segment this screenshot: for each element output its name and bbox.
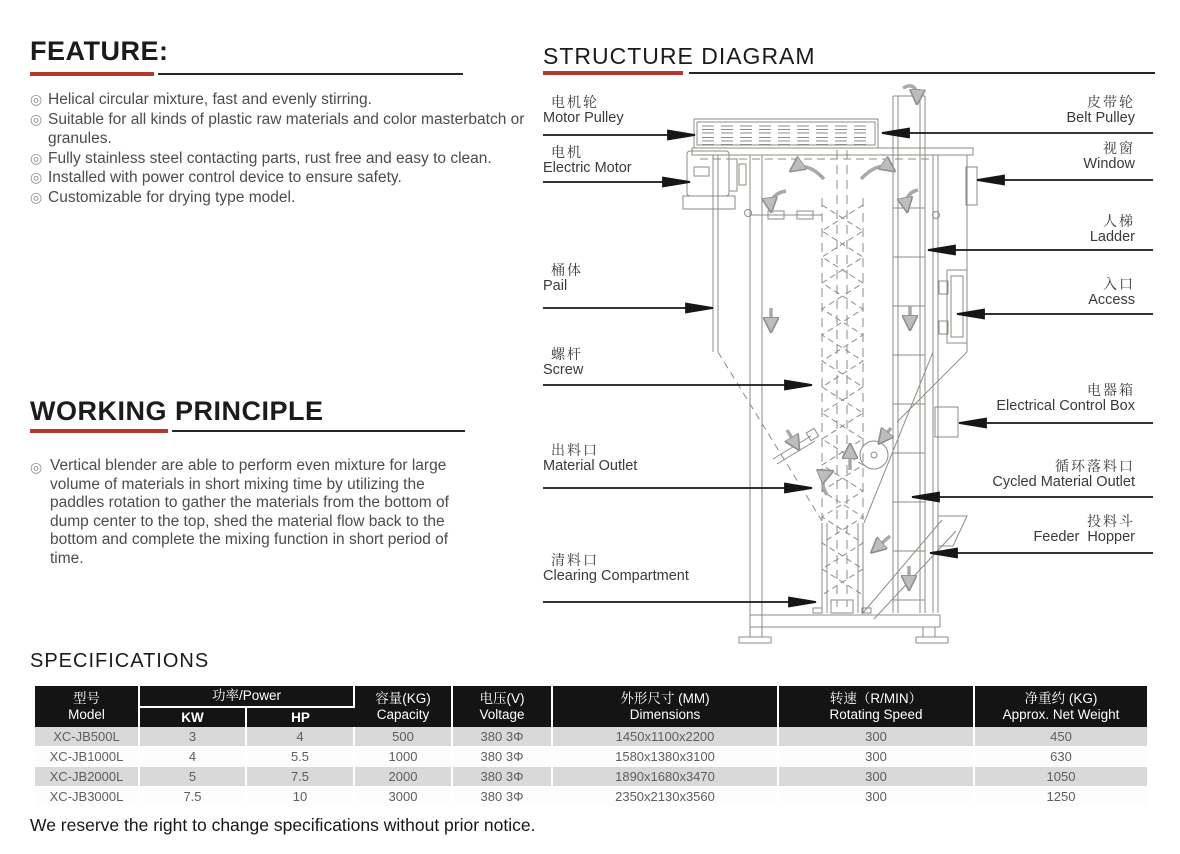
specifications-title: SPECIFICATIONS: [30, 650, 210, 672]
cone-left: [718, 352, 822, 521]
label-electrical-control-box: 电器箱 Electrical Control Box: [996, 382, 1135, 414]
col-header-capacity: 容量(KG) Capacity: [354, 686, 452, 727]
label-material-outlet: 出料口 Material Outlet: [543, 442, 638, 474]
ring-bullet-icon: ◎: [30, 459, 43, 475]
label-screw: 螺杆 Screw: [543, 346, 584, 378]
label-ladder: 人梯 Ladder: [1089, 213, 1135, 245]
ring-bullet-icon: ◎: [30, 188, 43, 205]
ring-bullet-icon: ◎: [30, 110, 43, 127]
electric-motor-shape: [683, 151, 746, 209]
feeder-hopper-shape: [862, 516, 967, 619]
feature-item: ◎ Fully stainless steel contacting parts, rust free and easy to clean.: [30, 149, 492, 167]
table-row: XC-JB2000L 5 7.5 2000 380 3Φ 1890x1680x3470 300 1050: [35, 767, 1147, 787]
ladder-shape: [893, 96, 925, 613]
access-door-shape: [939, 270, 967, 343]
table-row: XC-JB500L 3 4 500 380 3Φ 1450x1100x2200 300 450: [35, 727, 1147, 747]
arrow-clearing-compartment: [543, 598, 816, 607]
feature-title: FEATURE:: [30, 36, 169, 66]
ring-bullet-icon: ◎: [30, 169, 43, 185]
flow-arrow-into-wheel: [880, 428, 891, 442]
col-header-speed: 转速（R/MIN） Rotating Speed: [778, 686, 974, 727]
flow-arrow-throw-right: [861, 167, 893, 179]
ring-bullet-icon: ◎: [30, 149, 43, 166]
col-header-weight: 净重约 (KG) Approx. Net Weight: [974, 686, 1147, 727]
feature-item: ◎ Suitable for all kinds of plastic raw materials and color masterbatch or granules.: [30, 110, 525, 147]
feature-list: [30, 90, 535, 207]
col-header-voltage: 电压(V) Voltage: [452, 686, 552, 727]
specifications-table: [35, 686, 1147, 807]
flow-arrow-throw-left: [792, 167, 824, 179]
col-header-kw: KW: [139, 707, 246, 728]
label-electric-motor: 电机 Electric Motor: [543, 144, 632, 176]
material-flow-arrows: [771, 86, 918, 588]
table-row: XC-JB3000L 7.5 10 3000 380 3Φ 2350x2130x3560 300 1250: [35, 787, 1147, 807]
arrow-access: [957, 310, 1153, 319]
blender-machine: [683, 96, 977, 643]
arrow-motor-pulley: [543, 131, 695, 140]
col-header-hp: HP: [246, 707, 354, 728]
label-motor-pulley: 电机轮 Motor Pulley: [543, 94, 624, 126]
ring-bullet-icon: ◎: [30, 91, 43, 107]
working-principle-title: WORKING PRINCIPLE: [30, 396, 324, 426]
top-plate: [692, 148, 973, 155]
arrow-belt-pulley: [882, 129, 1153, 138]
arrow-ladder: [928, 246, 1153, 255]
col-header-power: 功率/Power: [139, 686, 354, 707]
screw-shape: [822, 150, 863, 607]
flow-arrow-top-entry: [903, 86, 917, 102]
col-header-dimensions: 外形尺寸 (MM) Dimensions: [552, 686, 778, 727]
label-pail: 桶体 Pail: [543, 262, 583, 294]
clearing-compartment-shape: [813, 523, 871, 613]
flow-arrow-down-left: [771, 191, 786, 210]
footer-note: We reserve the right to change specifications without prior notice.: [30, 815, 536, 835]
arrow-control-box: [959, 419, 1153, 428]
feature-item: ◎ Helical circular mixture, fast and evenly stirring.: [30, 91, 372, 108]
window-shape: [966, 167, 977, 205]
table-row: XC-JB1000L 4 5.5 1000 380 3Φ 1580x1380x3100 300 630: [35, 747, 1147, 767]
label-access: 入口 Access: [1088, 276, 1135, 308]
flow-arrow-hopper: [873, 536, 890, 551]
label-cycled-material-outlet: 循环落料口 Cycled Material Outlet: [992, 458, 1135, 490]
label-belt-pulley: 皮带轮 Belt Pulley: [1066, 94, 1135, 126]
feature-item: ◎ Installed with power control device to ensure safety.: [30, 169, 402, 186]
arrow-screw: [543, 381, 812, 390]
arrow-electric-motor: [543, 178, 690, 187]
flow-arrow-outlet: [787, 430, 798, 448]
belt-pulley-guard: [694, 119, 878, 148]
machine-base: [739, 615, 948, 643]
working-principle-text: ◎ Vertical blender are able to perform even mixture for large volume of materials in short mixing time by utilizing the paddles rotation to gather the materials from the bottom of dump center to the top, shed the material flow back to the bottom and complete the mixing function in short period of time.: [30, 457, 449, 567]
col-header-model: 型号 Model: [35, 686, 139, 727]
structure-diagram-title: STRUCTURE DIAGRAM: [543, 43, 816, 69]
arrow-cycled-outlet: [912, 493, 1153, 502]
flow-arrow-cone-turn: [823, 472, 831, 495]
label-feeder-hopper: 投料斗 Feeder Hopper: [1033, 513, 1135, 545]
feature-item: ◎ Customizable for drying type model.: [30, 188, 296, 206]
arrow-window: [977, 176, 1153, 185]
arrow-feeder-hopper: [930, 549, 1153, 558]
arrow-pail: [543, 304, 713, 313]
label-clearing-compartment: 清料口 Clearing Compartment: [543, 552, 689, 584]
cycled-outlet-wheel: [860, 441, 888, 469]
flow-arrow-down-right: [906, 190, 918, 210]
label-window: 视窗 Window: [1083, 140, 1135, 172]
arrow-material-outlet: [543, 484, 812, 493]
